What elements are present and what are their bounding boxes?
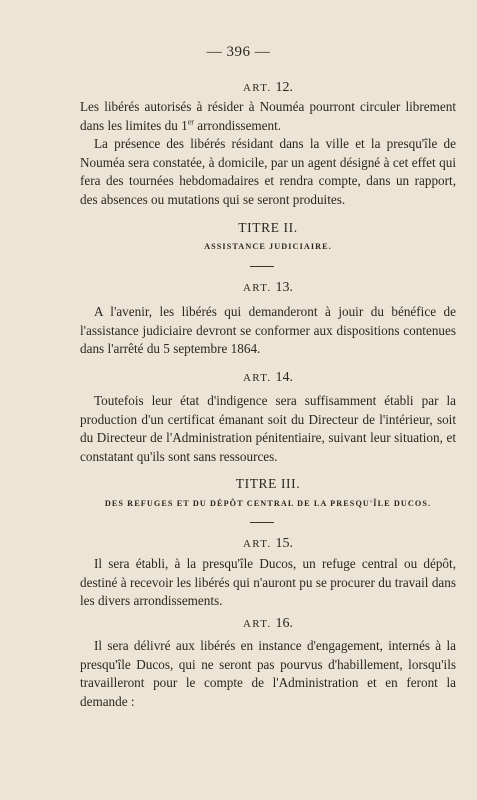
article-16-body <box>80 637 456 711</box>
section-divider <box>250 522 274 523</box>
article-16-heading <box>80 616 456 632</box>
page-number: — 396 — <box>206 44 271 60</box>
article-15-body <box>80 555 456 611</box>
article-label: ART. <box>242 82 272 94</box>
article-12-body <box>80 98 456 210</box>
article-label: ART. <box>242 538 272 550</box>
paragraph-text: Les libérés autorisés à résider à Nouméa pourront circuler librement dans les limites du 1 <box>80 99 456 133</box>
section-divider <box>250 266 274 267</box>
article-number: 15. <box>275 536 294 551</box>
paragraph: A l'avenir, les libérés qui demanderont à jouir du bénéfice de l'assistance judiciaire devront se conformer aux dispositions contenues dans l'arrêté du 5 septembre 1864. <box>80 304 456 357</box>
titre-3-subtitle: DES REFUGES ET DU DÉPÔT CENTRAL DE LA PRESQU'ÎLE DUCOS. <box>104 499 432 508</box>
article-13-heading <box>80 280 456 296</box>
article-label: ART. <box>242 372 272 384</box>
paragraph: Il sera établi, à la presqu'île Ducos, un refuge central ou dépôt, destiné à recevoir les libérés qui n'auront pu se procurer du travail dans les divers arrondissements. <box>80 556 456 609</box>
paragraph: Il sera délivré aux libérés en instance d'engagement, internés à la presqu'île Ducos, qui ne seront pas pourvus d'habillement, lorsqu'ils travailleront pour le compte de l'Administration et en feront la demande : <box>80 638 456 709</box>
article-12-heading <box>80 80 456 96</box>
article-14-heading <box>80 370 456 386</box>
article-number: 16. <box>275 616 294 631</box>
article-number: 13. <box>275 280 294 295</box>
article-15-heading <box>80 536 456 552</box>
paragraph: Toutefois leur état d'indigence sera suffisamment établi par la production d'un certificat émanant soit du Directeur de l'intérieur, soit du Directeur de l'Administration pénitentiaire, suivant leur situation, et constatant qu'ils sont sans ressources. <box>80 393 456 464</box>
superscript: er <box>187 117 194 127</box>
article-number: 12. <box>275 80 294 95</box>
article-label: ART. <box>242 618 272 630</box>
paragraph-text: arrondissement. <box>193 117 282 133</box>
titre-3-title: TITRE III. <box>235 476 301 491</box>
article-number: 14. <box>275 370 294 385</box>
titre-2-subtitle: ASSISTANCE JUDICIAIRE. <box>204 242 332 251</box>
paragraph <box>80 98 456 135</box>
titre-2-title: TITRE II. <box>238 220 298 235</box>
paragraph: La présence des libérés résidant dans la ville et la presqu'île de Nouméa sera constatée, à domicile, par un agent désigné à cet effet qui fera des tournées hebdomadaires et rendra compte, dans un rapport, des absences ou mutations qui se seront produites. <box>80 136 456 207</box>
article-14-body <box>80 392 456 466</box>
article-13-body <box>80 303 456 359</box>
article-label: ART. <box>242 282 272 294</box>
